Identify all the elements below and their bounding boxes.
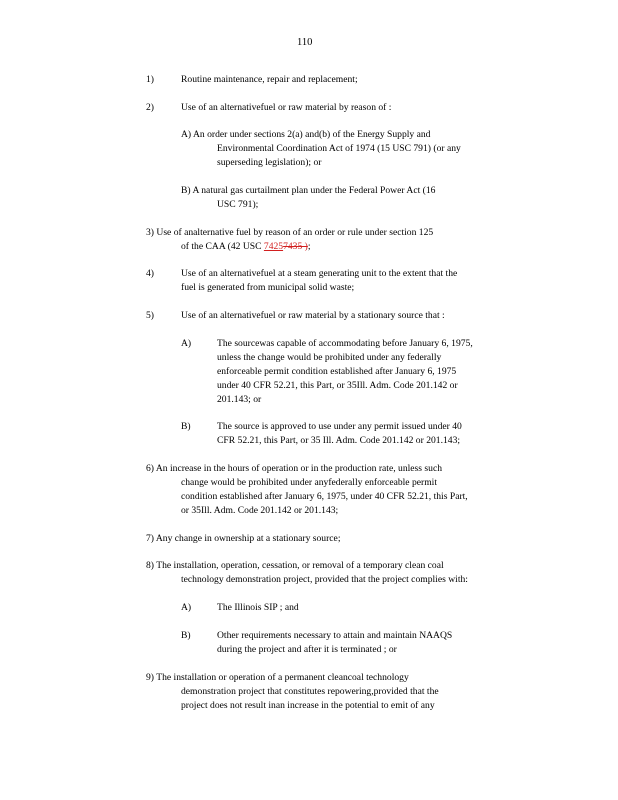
item-3-line-2 bbox=[181, 242, 311, 252]
item-6-line-1: 6) An increase in the hours of operation or in the production rate, unless such bbox=[146, 463, 442, 474]
deleted-citation: 7435 ) bbox=[283, 241, 308, 252]
item-8b-line-2: during the project and after it is terminated ; or bbox=[217, 644, 397, 655]
item-4-line-1: Use of an alternativefuel at a steam generating unit to the extent that the bbox=[181, 268, 458, 279]
item-3-line-2-text: of the CAA (42 USC bbox=[181, 241, 264, 252]
item-5a-line-4: under 40 CFR 52.21, this Part, or 35Ill. Adm. Code 201.142 or bbox=[217, 380, 458, 391]
item-5a-line-3: enforceable permit condition established after January 6, 1975 bbox=[217, 366, 457, 377]
item-8b-line-1: Other requirements necessary to attain and maintain NAAQS bbox=[217, 630, 453, 641]
item-2b-line-2: USC 791); bbox=[217, 199, 259, 210]
item-5b-label: B) bbox=[181, 421, 191, 432]
item-8a-label: A) bbox=[181, 602, 192, 613]
item-8-line-1: 8) The installation, operation, cessation, or removal of a temporary clean coal bbox=[146, 560, 444, 571]
item-1-label: 1) bbox=[146, 74, 154, 85]
item-3-line-1: 3) Use of analternative fuel by reason of an order or rule under section 125 bbox=[146, 227, 434, 238]
item-8-line-2: technology demonstration project, provided that the project complies with: bbox=[181, 574, 468, 585]
item-5b-line-1: The source is approved to use under any permit issued under 40 bbox=[217, 421, 462, 432]
item-5a-label: A) bbox=[181, 338, 192, 349]
item-8a-line-1: The Illinois SIP ; and bbox=[217, 602, 299, 613]
item-4-line-2: fuel is generated from municipal solid waste; bbox=[181, 282, 355, 293]
item-3-line-2-end: ; bbox=[307, 241, 311, 252]
inserted-citation: 7425 bbox=[263, 241, 284, 252]
item-2a-line-2: Environmental Coordination Act of 1974 (15 USC 791) (or any bbox=[217, 143, 461, 154]
item-5a-line-2: unless the change would be prohibited under any federally bbox=[217, 352, 442, 363]
item-4-label: 4) bbox=[146, 268, 154, 279]
item-5-label: 5) bbox=[146, 310, 154, 321]
item-2a-line-3: superseding legislation); or bbox=[217, 157, 322, 168]
item-5a-line-5: 201.143; or bbox=[217, 394, 262, 405]
item-2-text: Use of an alternativefuel or raw material by reason of : bbox=[181, 102, 392, 113]
item-2a-line-1: A) An order under sections 2(a) and(b) of the Energy Supply and bbox=[181, 129, 431, 140]
item-9-line-2: demonstration project that constitutes repowering,provided that the bbox=[181, 686, 439, 697]
item-7-line-1: 7) Any change in ownership at a stationary source; bbox=[146, 533, 341, 544]
item-5-line-1: Use of an alternativefuel or raw material by a stationary source that : bbox=[181, 310, 445, 321]
item-8b-label: B) bbox=[181, 630, 191, 641]
item-5a-line-1: The sourcewas capable of accommodating before January 6, 1975, bbox=[217, 338, 473, 349]
item-1-text: Routine maintenance, repair and replacement; bbox=[181, 74, 358, 85]
item-5b-line-2: CFR 52.21, this Part, or 35 Ill. Adm. Code 201.142 or 201.143; bbox=[217, 435, 461, 446]
item-6-line-4: or 35Ill. Adm. Code 201.142 or 201.143; bbox=[181, 505, 339, 516]
item-2b-line-1: B) A natural gas curtailment plan under the Federal Power Act (16 bbox=[181, 185, 436, 196]
item-9-line-3: project does not result inan increase in the potential to emit of any bbox=[181, 700, 435, 711]
item-6-line-2: change would be prohibited under anyfederally enforceable permit bbox=[181, 477, 437, 488]
item-2-label: 2) bbox=[146, 102, 154, 113]
item-9-line-1: 9) The installation or operation of a permanent cleancoal technology bbox=[146, 672, 409, 683]
page-number: 110 bbox=[297, 37, 313, 48]
item-6-line-3: condition established after January 6, 1975, under 40 CFR 52.21, this Part, bbox=[181, 491, 468, 502]
